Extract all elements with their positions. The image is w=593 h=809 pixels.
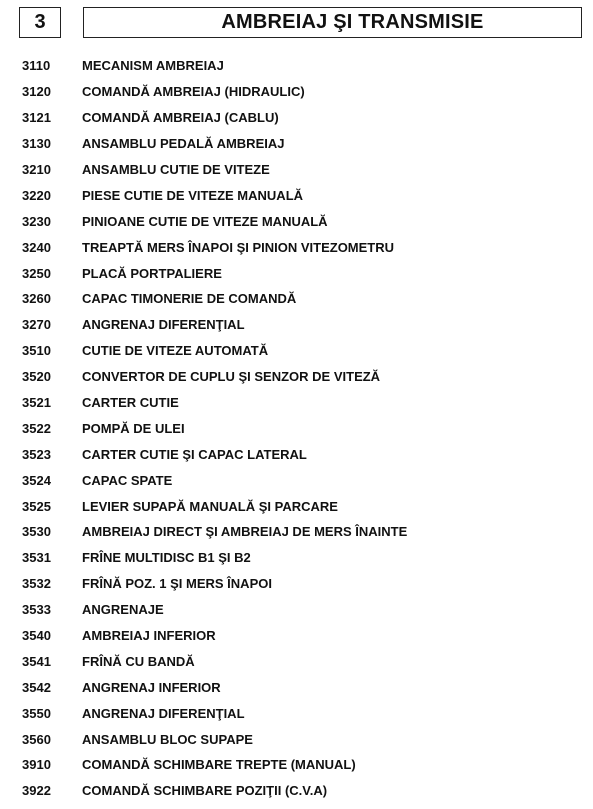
- item-code: 3542: [22, 679, 51, 695]
- item-label: ANGRENAJ DIFERENŢIAL: [82, 705, 245, 721]
- chapter-number: 3: [19, 7, 61, 38]
- item-code: 3922: [22, 783, 51, 799]
- item-label: TREAPTĂ MERS ÎNAPOI ŞI PINION VITEZOMETRU: [82, 239, 395, 255]
- item-label: ANGRENAJ DIFERENŢIAL: [82, 317, 245, 333]
- item-label: CARTER CUTIE: [82, 395, 179, 411]
- item-label: CAPAC TIMONERIE DE COMANDĂ: [82, 291, 297, 307]
- item-code: 3533: [22, 602, 51, 618]
- item-code: 3121: [22, 110, 51, 126]
- item-code: 3530: [22, 524, 51, 540]
- list-item: [0, 390, 593, 416]
- list-item: [0, 260, 593, 286]
- item-label: FRÎNE MULTIDISC B1 ŞI B2: [82, 550, 251, 566]
- item-code: 3524: [22, 472, 51, 488]
- list-item: [0, 648, 593, 674]
- item-code: 3541: [22, 653, 51, 669]
- list-item: [0, 79, 593, 105]
- item-code: 3120: [22, 84, 51, 100]
- item-code: 3240: [22, 239, 51, 255]
- item-code: 3523: [22, 446, 51, 462]
- item-code: 3520: [22, 369, 51, 385]
- list-item: [0, 286, 593, 312]
- item-label: COMANDĂ AMBREIAJ (CABLU): [82, 110, 279, 126]
- item-label: CUTIE DE VITEZE AUTOMATĂ: [82, 343, 269, 359]
- list-item: [0, 182, 593, 208]
- item-code: 3210: [22, 162, 51, 177]
- item-label: CARTER CUTIE ŞI CAPAC LATERAL: [82, 446, 307, 462]
- list-item: [0, 105, 593, 131]
- item-code: 3521: [22, 395, 51, 411]
- item-code: 3250: [22, 265, 51, 281]
- item-label: AMBREIAJ INFERIOR: [82, 628, 216, 644]
- item-label: ANSAMBLU BLOC SUPAPE: [82, 731, 253, 747]
- item-code: 3560: [22, 731, 51, 747]
- list-item: [0, 778, 593, 804]
- item-code: 3550: [22, 705, 51, 721]
- item-code: 3260: [22, 291, 51, 307]
- item-label: CAPAC SPATE: [82, 472, 173, 488]
- item-label: PLACĂ PORTPALIERE: [82, 265, 222, 281]
- list-item: [0, 674, 593, 700]
- list-item: [0, 364, 593, 390]
- item-label: ANGRENAJE: [82, 602, 164, 618]
- list-item: [0, 157, 593, 183]
- item-code: 3531: [22, 550, 51, 566]
- item-code: 3540: [22, 628, 51, 644]
- list-item: [0, 338, 593, 364]
- item-code: 3270: [22, 317, 51, 333]
- list-item: [0, 441, 593, 467]
- item-label: ANSAMBLU CUTIE DE VITEZE: [82, 162, 270, 177]
- list-item: [0, 623, 593, 649]
- list-item: [0, 493, 593, 519]
- item-code: 3532: [22, 576, 51, 592]
- item-label: PIESE CUTIE DE VITEZE MANUALĂ: [82, 187, 304, 203]
- list-item: [0, 597, 593, 623]
- item-code: 3910: [22, 757, 51, 773]
- item-label: CONVERTOR DE CUPLU ŞI SENZOR DE VITEZĂ: [82, 369, 381, 385]
- item-label: AMBREIAJ DIRECT ŞI AMBREIAJ DE MERS ÎNAINTE: [82, 524, 408, 540]
- item-label: POMPĂ DE ULEI: [82, 420, 185, 436]
- item-code: 3130: [22, 136, 51, 152]
- list-item: [0, 726, 593, 752]
- item-label: COMANDĂ AMBREIAJ (HIDRAULIC): [82, 84, 305, 100]
- item-label: ANGRENAJ INFERIOR: [82, 679, 221, 695]
- list-item: [0, 571, 593, 597]
- item-label: MECANISM AMBREIAJ: [82, 58, 224, 74]
- list-item: [0, 208, 593, 234]
- item-label: PINIOANE CUTIE DE VITEZE MANUALĂ: [82, 213, 328, 229]
- item-label: FRÎNĂ POZ. 1 ŞI MERS ÎNAPOI: [82, 576, 272, 592]
- item-label: COMANDĂ SCHIMBARE TREPTE (MANUAL): [82, 757, 356, 773]
- list-item: [0, 519, 593, 545]
- item-code: 3510: [22, 343, 51, 359]
- item-code: 3110: [22, 58, 51, 74]
- list-item: [0, 53, 593, 79]
- list-item: [0, 415, 593, 441]
- list-item: [0, 545, 593, 571]
- item-code: 3525: [22, 498, 51, 514]
- item-code: 3522: [22, 420, 51, 436]
- section-list: [0, 53, 593, 804]
- list-item: [0, 752, 593, 778]
- list-item: [0, 700, 593, 726]
- page-title: AMBREIAJ ŞI TRANSMISIE: [83, 7, 582, 38]
- page-header: [19, 7, 582, 40]
- item-label: ANSAMBLU PEDALĂ AMBREIAJ: [82, 136, 285, 152]
- item-code: 3230: [22, 213, 51, 229]
- item-label: COMANDĂ SCHIMBARE POZIŢII (C.V.A): [82, 783, 328, 799]
- item-label: LEVIER SUPAPĂ MANUALĂ ŞI PARCARE: [82, 498, 338, 514]
- list-item: [0, 312, 593, 338]
- list-item: [0, 234, 593, 260]
- list-item: [0, 131, 593, 157]
- item-code: 3220: [22, 187, 51, 203]
- item-label: FRÎNĂ CU BANDĂ: [82, 653, 195, 669]
- list-item: [0, 467, 593, 493]
